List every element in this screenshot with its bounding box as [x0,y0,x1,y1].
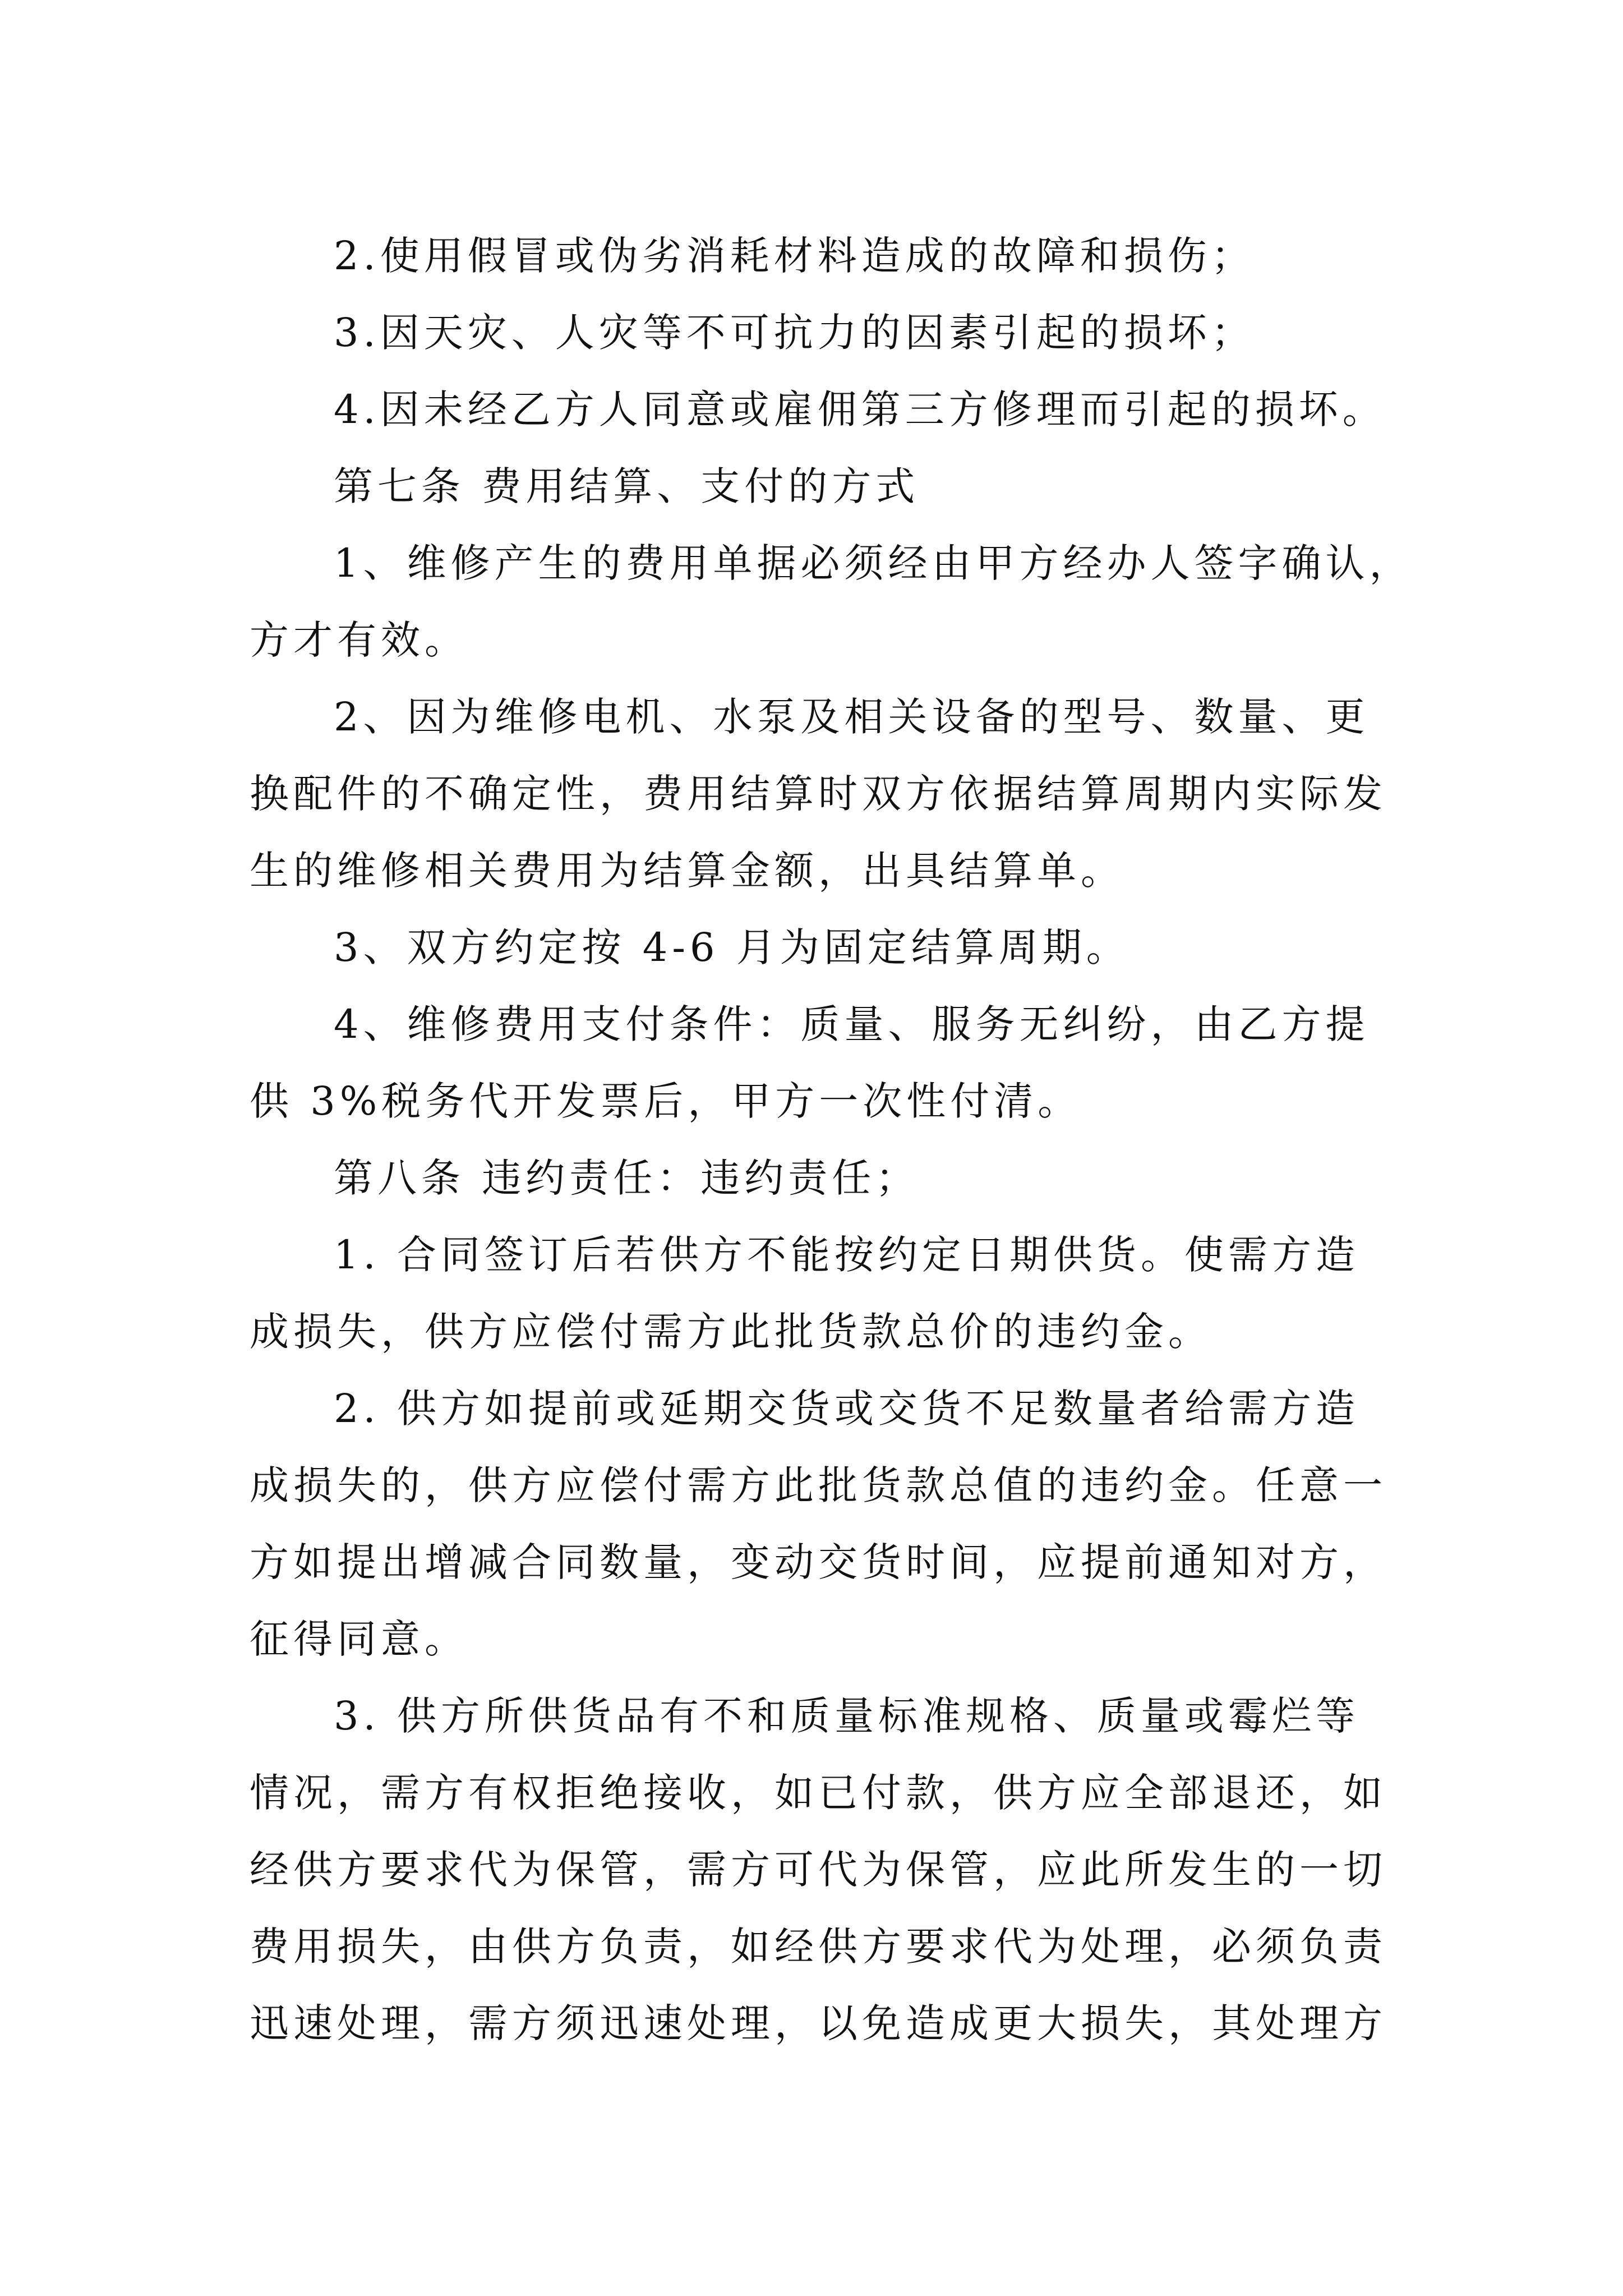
paragraph-line: 3、双方约定按 4-6 月为固定结算周期。 [334,924,1130,970]
section-heading: 第八条 违约责任：违约责任； [334,1155,920,1201]
paragraph-line: 3. 供方所供货品有不和质量标准规格、质量或霉烂等 [334,1693,1360,1739]
paragraph-line: 方如提出增减合同数量，变动交货时间，应提前通知对方， [250,1539,1387,1585]
paragraph-line: 经供方要求代为保管，需方可代为保管，应此所发生的一切 [250,1847,1387,1893]
paragraph-line: 征得同意。 [250,1616,468,1662]
paragraph-line: 方才有效。 [250,617,468,663]
paragraph-line: 供 3%税务代开发票后，甲方一次性付清。 [250,1078,1082,1124]
paragraph-line: 费用损失，由供方负责，如经供方要求代为处理，必须负责 [250,1924,1387,1970]
paragraph-line: 成损失，供方应偿付需方此批货款总价的违约金。 [250,1309,1212,1355]
paragraph-line: 1、维修产生的费用单据必须经由甲方经办人签字确认， [334,540,1413,586]
section-heading: 第七条 费用结算、支付的方式 [334,463,920,509]
document-body [250,218,1413,2062]
paragraph-line: 2、因为维修电机、水泵及相关设备的型号、数量、更 [334,694,1370,740]
paragraph-line: 4.因未经乙方人同意或雇佣第三方修理而引起的损坏。 [334,386,1386,432]
paragraph-line: 3.因天灾、人灾等不可抗力的因素引起的损坏； [334,310,1255,356]
paragraph-line: 换配件的不确定性，费用结算时双方依据结算周期内实际发 [250,771,1387,817]
paragraph-line: 1. 合同签订后若供方不能按约定日期供货。使需方造 [334,1232,1360,1278]
paragraph-line: 2.使用假冒或伪劣消耗材料造成的故障和损伤； [334,233,1255,279]
paragraph-line: 情况，需方有权拒绝接收，如已付款，供方应全部退还，如 [250,1770,1387,1816]
paragraph-line: 迅速处理，需方须迅速处理，以免造成更大损失，其处理方 [250,2000,1387,2046]
paragraph-line: 成损失的，供方应偿付需方此批货款总值的违约金。任意一 [250,1462,1387,1508]
paragraph-line: 生的维修相关费用为结算金额，出具结算单。 [250,848,1124,894]
paragraph-line: 4、维修费用支付条件：质量、服务无纠纷，由乙方提 [334,1001,1370,1047]
paragraph-line: 2. 供方如提前或延期交货或交货不足数量者给需方造 [334,1386,1360,1432]
